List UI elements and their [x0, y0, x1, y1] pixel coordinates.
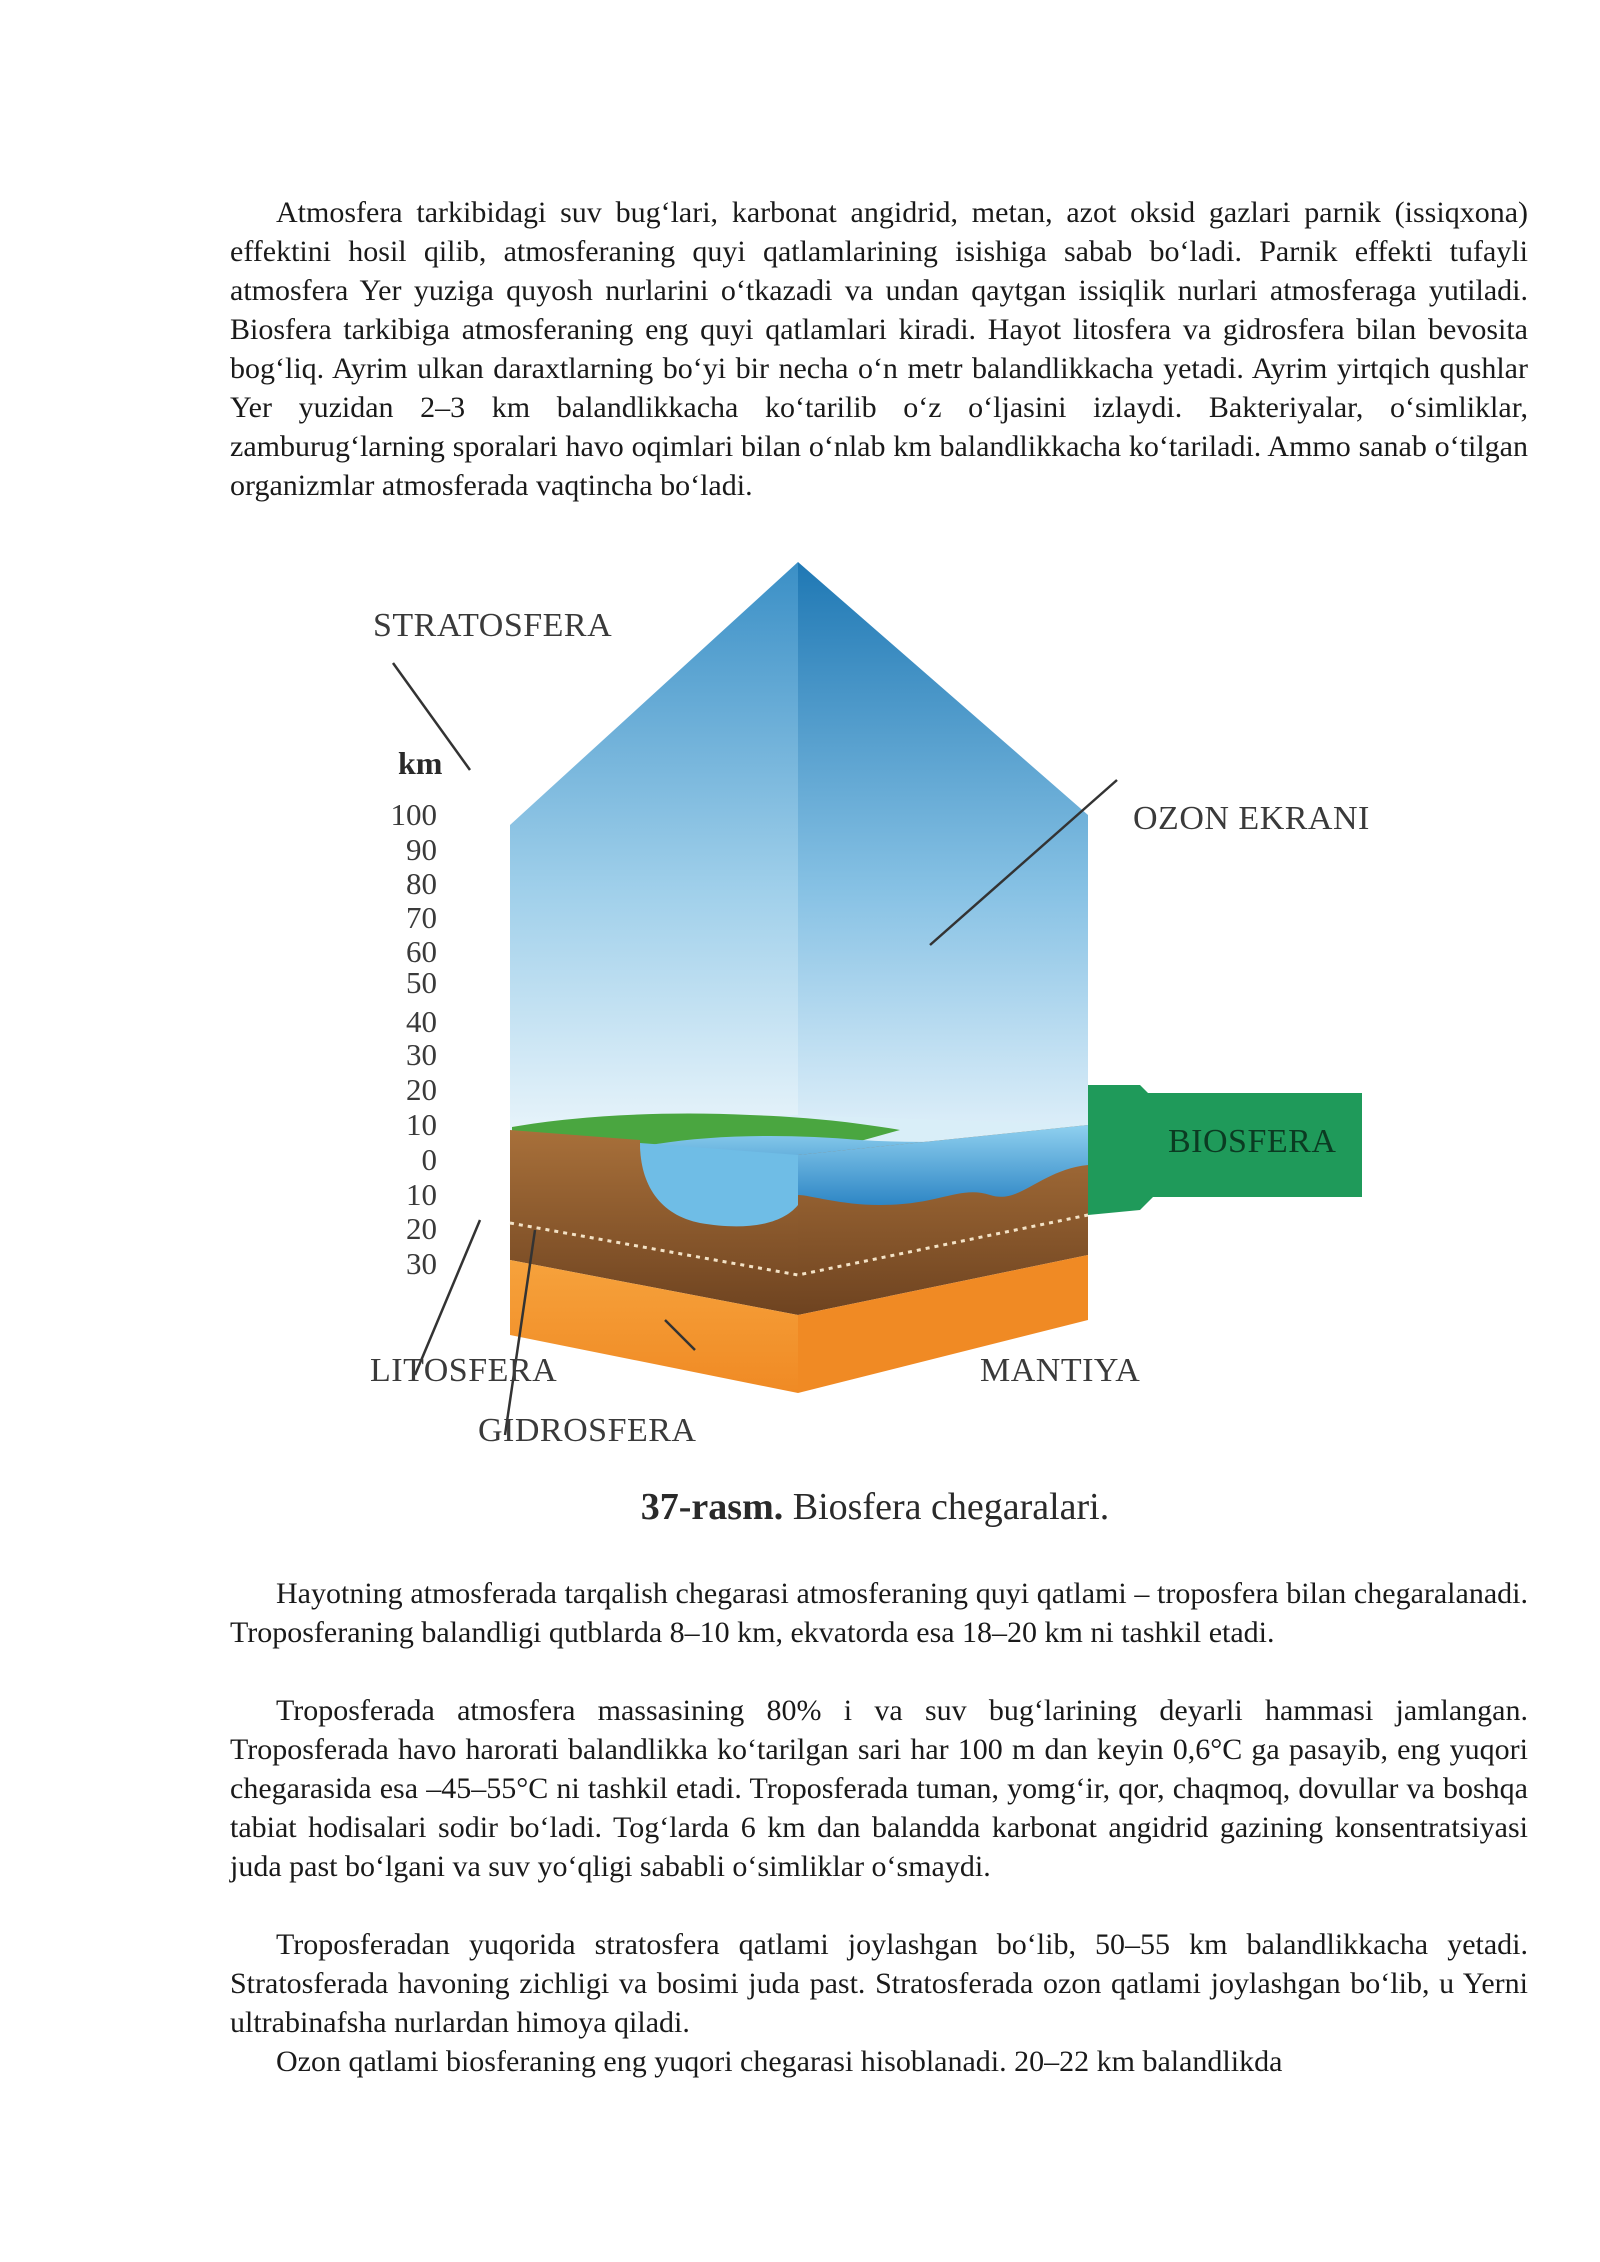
axis-tick-label: 100 — [390, 797, 437, 832]
axis-tick-label: 90 — [406, 832, 437, 867]
axis-unit: km — [398, 745, 443, 781]
label-biosfera: BIOSFERA — [1168, 1123, 1337, 1160]
paragraph-5: Ozon qatlami biosferaning eng yuqori chegarasi hisoblanadi. 20–22 km balandlikda — [276, 2045, 1283, 2078]
label-litosfera: LITOSFERA — [370, 1352, 558, 1389]
axis-tick-label: 40 — [406, 1004, 437, 1039]
axis-tick-label: 0 — [421, 1142, 437, 1177]
paragraph-3: Troposferada atmosfera massasining 80% i va suv bug‘larining deyarli hammasi jamlangan. Troposferada havo harorati balandlikka ko‘tarilgan sari har 100 m dan keyin 0,6°C ga pasayib, eng yuqori chegarasida esa –45–55°C ni tashkil etadi. Troposferada tuman, yomg‘ir, qor, chaqmoq, dovullar va boshqa tabiat hodisalari sodir bo‘ladi. Tog‘larda 6 km dan balandda karbonat angidrid gazining konsentratsiyasi juda past bo‘lgani va suv yo‘qligi sababli o‘simliklar o‘smaydi. — [230, 1694, 1528, 1883]
label-gidrosfera: GIDROSFERA — [478, 1412, 697, 1449]
caption-number: 37-rasm. — [640, 1486, 784, 1528]
axis-tick-label: 30 — [406, 1037, 437, 1072]
axis-tick-label: 20 — [406, 1211, 437, 1246]
caption-text: Biosfera chegaralari. — [783, 1486, 1110, 1528]
paragraph-4: Troposferadan yuqorida stratosfera qatlami joylashgan bo‘lib, 50–55 km balandlikkacha yetadi. Stratosferada havoning zichligi va bosimi juda past. Stratosferada ozon qatlami joylashgan bo‘lib, u Yerni ultrabinafsha nurlardan himoya qiladi. — [230, 1928, 1528, 2039]
axis-tick-label: 50 — [406, 965, 437, 1000]
axis-tick-label: 10 — [406, 1177, 437, 1212]
axis-tick-label: 70 — [406, 900, 437, 935]
axis-tick-label: 30 — [406, 1246, 437, 1281]
sky-left-face — [510, 562, 798, 1155]
figure-caption — [515, 1485, 1235, 1529]
biosphere-figure — [340, 555, 1400, 1535]
axis-tick-label: 60 — [406, 934, 437, 969]
axis-tick-label: 20 — [406, 1072, 437, 1107]
axis-tick-label: 80 — [406, 866, 437, 901]
axis-tick-label: 10 — [406, 1107, 437, 1142]
label-ozon-ekrani: OZON EKRANI — [1133, 800, 1370, 837]
paragraph-2: Hayotning atmosferada tarqalish chegarasi atmosferaning quyi qatlami – troposfera bilan chegaralanadi. Troposferaning balandligi qutblarda 8–10 km, ekvatorda esa 18–20 km ni tashkil etadi. — [230, 1577, 1528, 1649]
label-stratosfera: STRATOSFERA — [373, 607, 613, 644]
paragraph-1: Atmosfera tarkibidagi suv bug‘lari, karbonat angidrid, metan, azot oksid gazlari parnik (issiqxona) effektini hosil qilib, atmosferaning quyi qatlamlarining isishiga sabab bo‘ladi. Parnik effekti tufayli atmosfera Yer yuziga quyosh nurlarini o‘tkazadi va undan qaytgan issiqlik nurlari atmosferaga yutiladi. Biosfera tarkibiga atmosferaning eng quyi qatlamlari kiradi. Hayot litosfera va gidrosfera bilan bevosita bog‘liq. Ayrim ulkan daraxtlarning bo‘yi bir necha o‘n metr balandlikkacha yetadi. Ayrim yirtqich qushlar Yer yuzidan 2–3 km balandlikkacha ko‘tarilib o‘z o‘ljasini izlaydi. Bakteriyalar, o‘simliklar, zamburug‘larning sporalari havo oqimlari bilan o‘nlab km balandlikkacha ko‘tariladi. Ammo sanab o‘tilgan organizmlar atmosferada vaqtincha bo‘ladi. — [230, 196, 1528, 502]
label-mantiya: MANTIYA — [980, 1352, 1141, 1389]
sky-right-face — [798, 562, 1088, 1155]
